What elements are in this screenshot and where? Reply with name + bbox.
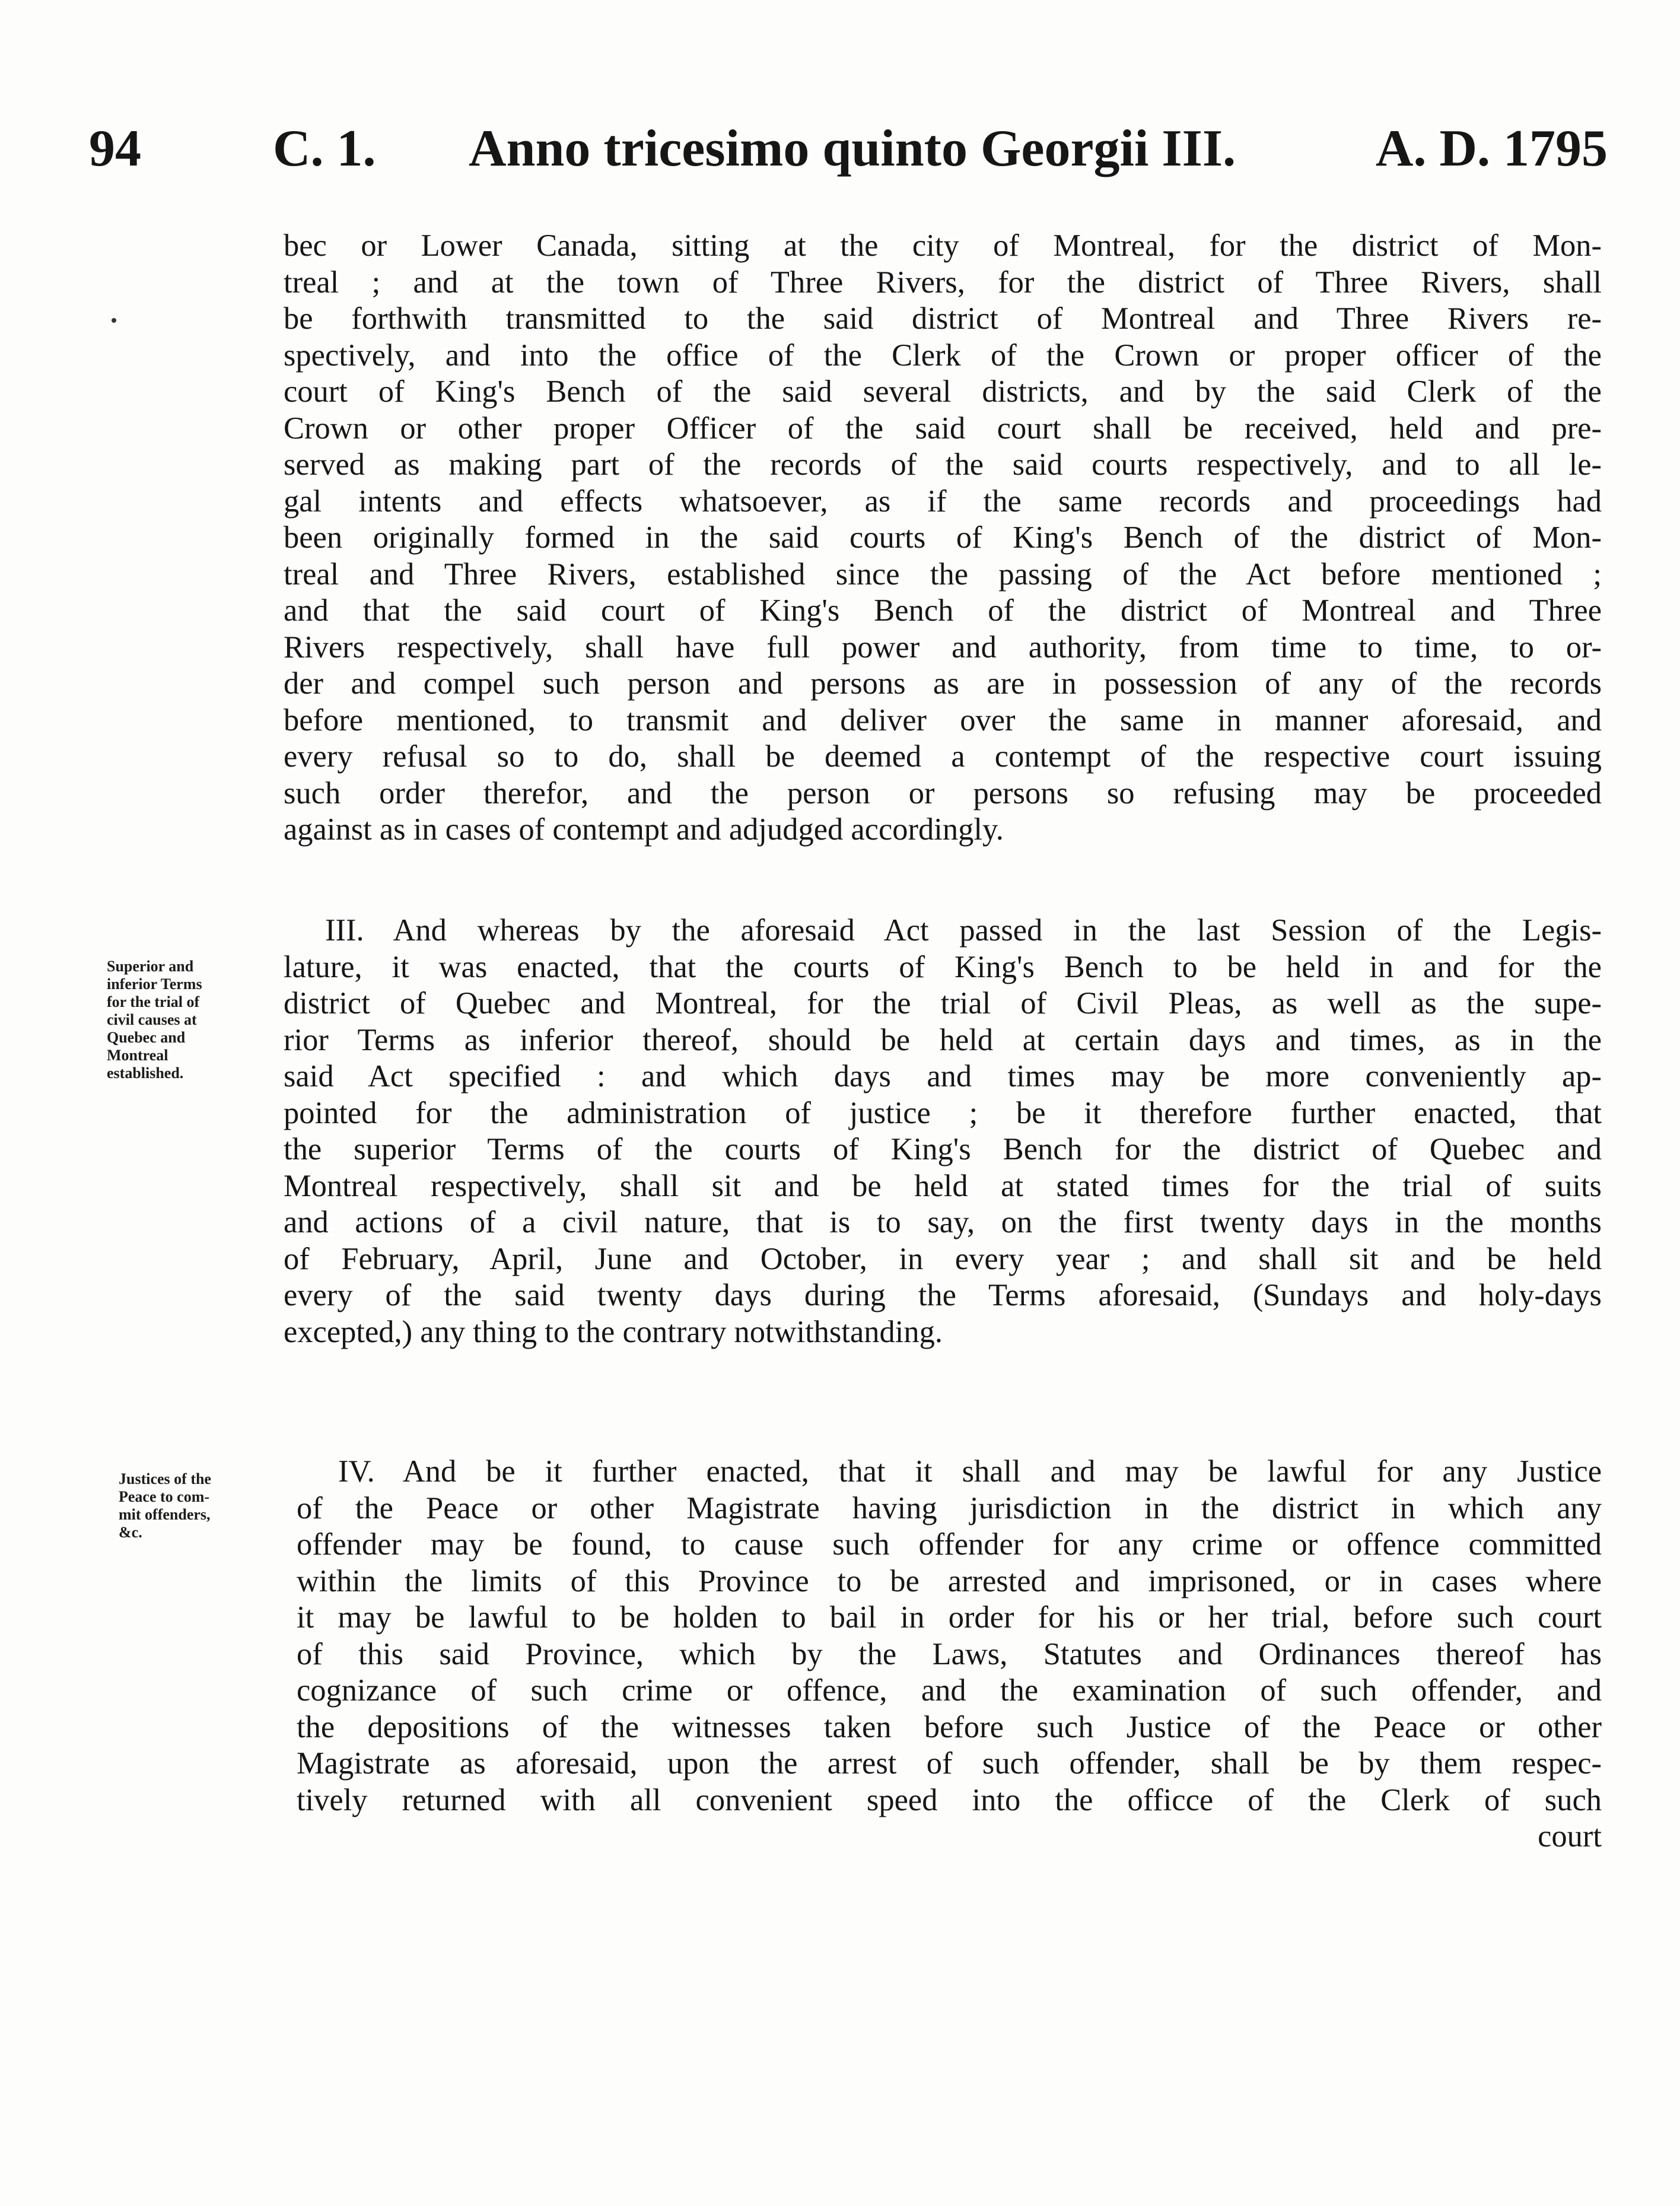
marginal-line: Peace to com-	[119, 1488, 210, 1505]
text-line: spectively, and into the office of the Clerk of the Crown or proper officer of the	[284, 338, 1602, 373]
text-line: be forthwith transmitted to the said district of Montreal and Three Rivers re-	[284, 301, 1602, 336]
catchword: court	[1538, 1819, 1602, 1854]
text-line: of this said Province, which by the Laws, Statutes and Ordinances thereof has	[297, 1636, 1602, 1671]
ink-speck	[112, 318, 116, 323]
marginal-line: Quebec and	[107, 1029, 186, 1046]
text-line: within the limits of this Province to be arrested and imprisoned, or in cases where	[297, 1563, 1602, 1598]
text-line: gal intents and effects whatsoever, as if the same records and proceedings had	[284, 484, 1602, 519]
text-line: of the Peace or other Magistrate having jurisdiction in the district in which any	[297, 1490, 1602, 1525]
marginal-line: civil causes at	[107, 1011, 197, 1028]
text-line: such order therefor, and the person or persons so refusing may be proceeded	[284, 775, 1602, 810]
text-line: tively returned with all convenient speed into the officce of the Clerk of such	[297, 1782, 1602, 1817]
marginal-line: Justices of the	[119, 1470, 211, 1487]
marginal-line: for the trial of	[107, 993, 200, 1010]
text-line: the depositions of the witnesses taken before such Justice of the Peace or other	[297, 1709, 1602, 1744]
text-line: der and compel such person and persons as are in possession of any of the records	[284, 666, 1602, 701]
text-line: been originally formed in the said courts of King's Bench of the district of Mon-	[284, 520, 1602, 555]
text-line: lature, it was enacted, that the courts of King's Bench to be held in and for the	[284, 949, 1602, 984]
text-line: the superior Terms of the courts of King's Bench for the district of Quebec and	[284, 1132, 1602, 1166]
marginal-line: Montreal	[107, 1047, 168, 1064]
marginal-note-section-3	[107, 958, 255, 1082]
section-4-paragraph	[297, 1454, 1602, 1855]
text-line: every refusal so to do, shall be deemed a contempt of the respective court issuing	[284, 739, 1602, 774]
text-line: excepted,) any thing to the contrary notwithstanding.	[284, 1314, 943, 1349]
text-line: and actions of a civil nature, that is to say, on the first twenty days in the months	[284, 1205, 1602, 1239]
text-line: court of King's Bench of the said several districts, and by the said Clerk of the	[284, 374, 1602, 409]
marginal-line: established.	[107, 1064, 184, 1082]
marginal-line: inferior Terms	[107, 975, 202, 993]
text-line: treal and Three Rivers, established since the passing of the Act before mentioned ;	[284, 557, 1602, 592]
text-line: Rivers respectively, shall have full power and authority, from time to time, to or-	[284, 630, 1602, 665]
paragraph-continued	[284, 228, 1602, 848]
text-line: every of the said twenty days during the Terms aforesaid, (Sundays and holy-days	[284, 1278, 1602, 1312]
page-number: 94	[89, 120, 141, 177]
text-line: and that the said court of King's Bench of the district of Montreal and Three	[284, 593, 1602, 628]
section-3-paragraph	[284, 913, 1602, 1350]
text-line: served as making part of the records of the said courts respectively, and to all le-	[284, 447, 1602, 482]
text-line: said Act specified : and which days and times may be more conveniently ap-	[284, 1059, 1602, 1094]
text-line: III. And whereas by the aforesaid Act passed in the last Session of the Legis-	[325, 913, 1602, 948]
regnal-title: Anno tricesimo quinto Georgii III.	[469, 120, 1236, 177]
marginal-line: Superior and	[107, 958, 194, 975]
text-line: of February, April, June and October, in every year ; and shall sit and be held	[284, 1241, 1602, 1276]
running-header	[89, 116, 1608, 182]
text-line: IV. And be it further enacted, that it shall and may be lawful for any Justice	[338, 1454, 1602, 1489]
marginal-line: &c.	[119, 1524, 142, 1541]
text-line: Montreal respectively, shall sit and be held at stated times for the trial of suits	[284, 1168, 1602, 1203]
text-line: it may be lawful to be holden to bail in order for his or her trial, before such court	[297, 1600, 1602, 1635]
marginal-note-section-4	[119, 1470, 267, 1541]
text-line: cognizance of such crime or offence, and the examination of such offender, and	[297, 1673, 1602, 1708]
text-line: bec or Lower Canada, sitting at the city of Montreal, for the district of Mon-	[284, 228, 1602, 263]
text-line: treal ; and at the town of Three Rivers, for the district of Three Rivers, shall	[284, 265, 1602, 300]
text-line: offender may be found, to cause such offender for any crime or offence committed	[297, 1527, 1602, 1562]
text-line: rior Terms as inferior thereof, should be held at certain days and times, as in the	[284, 1022, 1602, 1057]
text-line: pointed for the administration of justice ; be it therefore further enacted, that	[284, 1095, 1602, 1130]
text-line: against as in cases of contempt and adjudged accordingly.	[284, 812, 1004, 847]
text-line: before mentioned, to transmit and deliver over the same in manner aforesaid, and	[284, 703, 1602, 738]
text-line: district of Quebec and Montreal, for the trial of Civil Pleas, as well as the supe-	[284, 986, 1602, 1021]
chapter-number: C. 1.	[273, 120, 376, 177]
year-label: A. D. 1795	[1375, 120, 1608, 177]
text-line: Magistrate as aforesaid, upon the arrest of such offender, shall be by them respec-	[297, 1746, 1602, 1781]
marginal-line: mit offenders,	[119, 1506, 211, 1523]
text-line: Crown or other proper Officer of the said court shall be received, held and pre-	[284, 411, 1602, 446]
